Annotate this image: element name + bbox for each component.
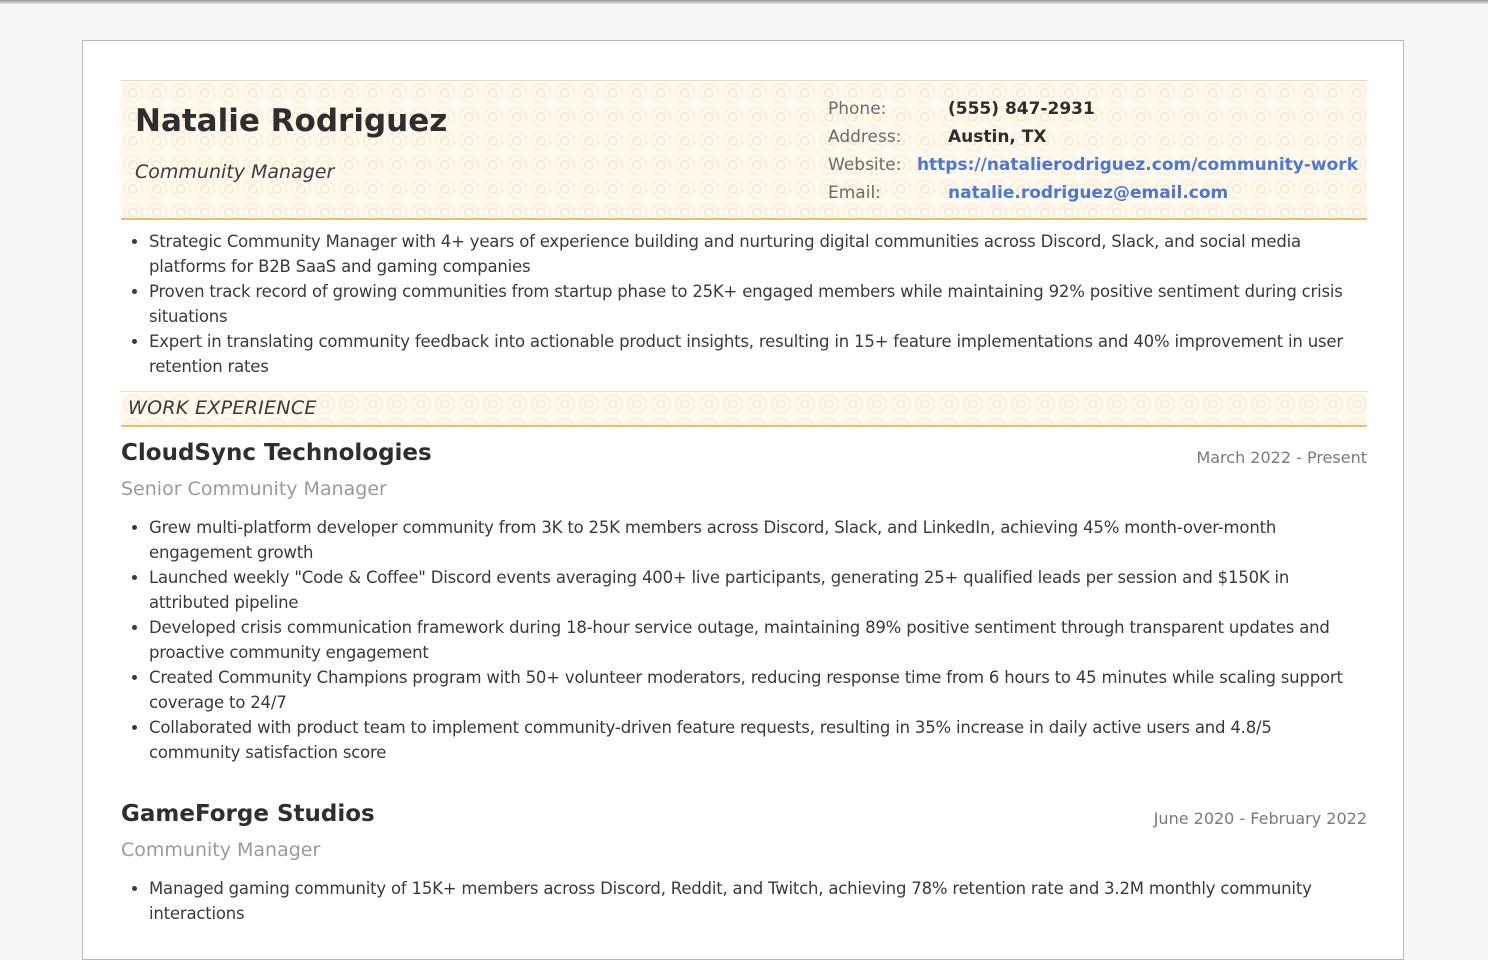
resume-header <box>121 80 1367 220</box>
contact-label: Website: <box>828 155 902 175</box>
summary-item: • Strategic Community Manager with 4+ years of experience building and nurturing digital communities across Discord, Slack, and social media platforms for B2B SaaS and gaming companies <box>149 229 1367 279</box>
candidate-role: Community Manager <box>135 161 335 183</box>
job-title: Senior Community Manager <box>121 478 387 500</box>
summary-item: • Proven track record of growing communities from startup phase to 25K+ engaged members while maintaining 92% positive sentiment during crisis situations <box>149 279 1367 329</box>
job-bullet: • Developed crisis communication framework during 18-hour service outage, maintaining 89% positive sentiment through transparent updates and proactive community engagement <box>149 615 1367 665</box>
website-link[interactable]: https://natalierodriguez.com/community-work <box>916 155 1358 175</box>
contact-row-address <box>828 123 1358 151</box>
job-bullets <box>121 515 1367 765</box>
company-name: GameForge Studios <box>121 801 375 827</box>
candidate-name: Natalie Rodriguez <box>135 103 448 139</box>
contact-row-email <box>828 179 1358 207</box>
contact-label: Email: <box>828 183 881 203</box>
contact-row-website <box>828 151 1358 179</box>
job-bullets <box>121 876 1367 926</box>
section-title: WORK EXPERIENCE <box>128 397 317 419</box>
job-dates: June 2020 - February 2022 <box>1153 809 1367 828</box>
email-link[interactable]: natalie.rodriguez@email.com <box>948 183 1229 203</box>
job-bullet: • Collaborated with product team to implement community-driven feature requests, resulting in 35% increase in daily active users and 4.8/5 community satisfaction score <box>149 715 1367 765</box>
job-bullet: • Managed gaming community of 15K+ members across Discord, Reddit, and Twitch, achieving 78% retention rate and 3.2M monthly community interactions <box>149 876 1367 926</box>
job-bullet: • Created Community Champions program with 50+ volunteer moderators, reducing response time from 6 hours to 45 minutes while scaling support coverage to 24/7 <box>149 665 1367 715</box>
job-title: Community Manager <box>121 839 321 861</box>
section-header-work-experience <box>121 391 1367 427</box>
contact-label: Phone: <box>828 99 887 119</box>
job-bullet: • Grew multi-platform developer community from 3K to 25K members across Discord, Slack, and LinkedIn, achieving 45% month-over-month engagement growth <box>149 515 1367 565</box>
contact-label: Address: <box>828 127 902 147</box>
browser-top-edge <box>0 0 1488 4</box>
company-name: CloudSync Technologies <box>121 440 432 466</box>
contact-block <box>828 95 1358 207</box>
job-dates: March 2022 - Present <box>1196 448 1367 467</box>
resume-page <box>82 40 1404 960</box>
summary-section <box>121 229 1367 379</box>
summary-list <box>121 229 1367 379</box>
contact-row-phone <box>828 95 1358 123</box>
job-bullet: • Launched weekly "Code & Coffee" Discord events averaging 400+ live participants, generating 25+ qualified leads per session and $150K in attributed pipeline <box>149 565 1367 615</box>
phone-value: (555) 847-2931 <box>948 99 1095 119</box>
address-value: Austin, TX <box>948 127 1047 147</box>
summary-item: • Expert in translating community feedback into actionable product insights, resulting in 15+ feature implementations and 40% improvement in user retention rates <box>149 329 1367 379</box>
